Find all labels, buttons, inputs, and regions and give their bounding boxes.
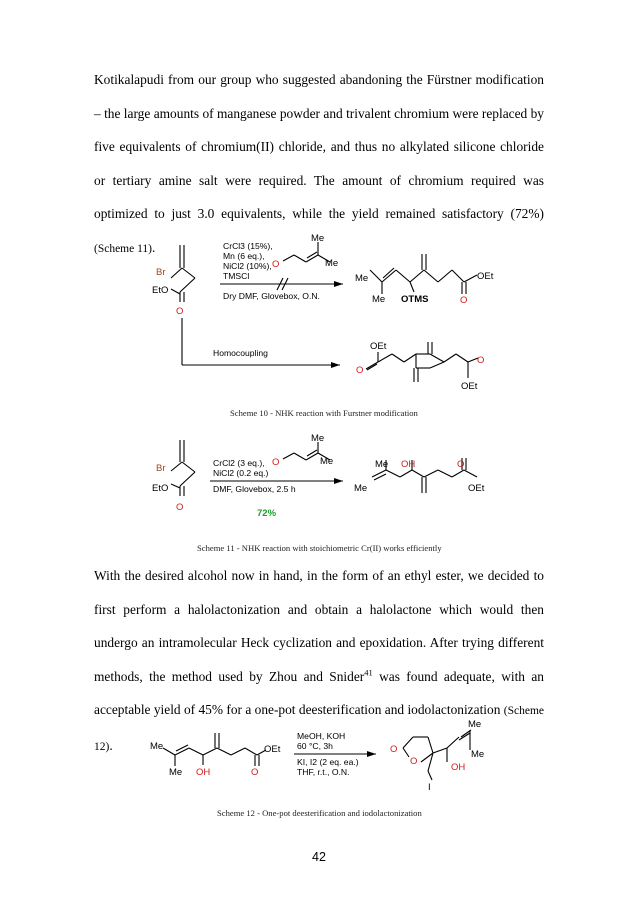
condition-line: 60 °C, 3h (297, 741, 333, 751)
sm-bromo-ester (171, 440, 195, 496)
solvent: Dry DMF, Glovebox, O.N. (223, 291, 320, 301)
atom-o: O (272, 457, 280, 468)
arrowhead (331, 362, 340, 368)
atom-oet: OEt (370, 341, 387, 352)
paragraph-1: Kotikalapudi from our group who suggested abandoning the Fürstner modification – the large amounts of manganese powder and trivalent chromium were replaced by five equivalents of chromium(II) chloride, and thus no alkylated silicone chloride or tertiary amine salt were required. The amount of chromium required was optimized to just 3.0 equivalents, while the yield remained satisfactory (72%) (Scheme 11). (94, 72, 544, 255)
atom-o: O (272, 259, 280, 270)
scheme-12-caption: Scheme 12 - One-pot deesterification and iodolactonization (217, 808, 422, 818)
atom-br: Br (156, 463, 166, 474)
atom-me: Me (372, 294, 386, 305)
atom-me: Me (354, 483, 368, 494)
atom-br: Br (156, 267, 166, 278)
sm-bromo-ester (171, 245, 195, 302)
atom-eto: EtO (152, 483, 169, 494)
product-otms-ester (370, 254, 477, 294)
atom-o: O (457, 459, 465, 470)
condition-line: THF, r.t., O.N. (297, 767, 350, 777)
reagent-aldehyde (283, 242, 330, 262)
arrowhead (334, 281, 343, 287)
yield: 72% (257, 508, 277, 519)
solvent: DMF, Glovebox, 2.5 h (213, 484, 296, 494)
atom-otms: OTMS (401, 294, 429, 305)
atom-me: Me (311, 433, 325, 444)
scheme-10 (0, 225, 638, 405)
atom-oet: OEt (468, 483, 485, 494)
atom-oet: OEt (461, 381, 478, 392)
atom-oet: OEt (264, 744, 281, 755)
atom-o: O (410, 756, 418, 767)
atom-oh: OH (196, 767, 211, 778)
page-number: 42 (312, 850, 326, 864)
scheme-11-caption: Scheme 11 - NHK reaction with stoichiometric Cr(II) works efficiently (197, 543, 442, 553)
atom-o: O (477, 355, 485, 366)
reagent-line: TMSCl (223, 271, 250, 281)
atom-me: Me (311, 233, 325, 244)
paragraph-2: With the desired alcohol now in hand, in the form of an ethyl ester, we decided to first perform a halolactonization and obtain a halolactone which would then undergo an intramolecular Heck cyclization and epoxidation. After trying different methods, the method used by Zhou and Snider$^{41}$ was found adequate, with an acceptable yield of 45% for a one-pot deesterification and iodolactonization (Scheme 12). (94, 568, 544, 753)
reagent-line: CrCl2 (3 eq.), (213, 458, 265, 468)
reagent-line: CrCl3 (15%), (223, 241, 273, 251)
atom-me: Me (150, 741, 164, 752)
atom-me: Me (325, 258, 339, 269)
atom-o: O (251, 767, 259, 778)
atom-eto: EtO (152, 285, 169, 296)
scheme-ref: (Scheme 11) (94, 242, 153, 255)
atom-me: Me (375, 459, 389, 470)
scheme-11 (0, 428, 638, 528)
atom-o: O (356, 365, 364, 376)
scheme-10-caption: Scheme 10 - NHK reaction with Furstner modification (230, 408, 418, 418)
atom-i: I (428, 782, 431, 793)
atom-me: Me (320, 456, 334, 467)
atom-o: O (176, 306, 184, 317)
atom-me: Me (471, 749, 485, 760)
reagent-line: NiCl2 (0.2 eq.) (213, 468, 269, 478)
branch-label: Homocoupling (213, 348, 268, 358)
atom-o: O (176, 502, 184, 513)
atom-oh: OH (401, 459, 416, 470)
atom-me: Me (169, 767, 183, 778)
sm-alcohol-ester (163, 733, 266, 766)
atom-oh: OH (451, 762, 466, 773)
atom-me: Me (355, 273, 369, 284)
reagent-line: Mn (6 eq.), (223, 251, 265, 261)
condition-line: KI, I2 (2 eq. ea.) (297, 757, 359, 767)
scheme-ref: (Scheme 12) (94, 705, 544, 753)
citation: 41 (364, 667, 373, 678)
arrowhead (367, 751, 376, 757)
condition-line: MeOH, KOH (297, 731, 346, 741)
arrowhead (334, 478, 343, 484)
atom-o: O (460, 295, 468, 306)
atom-o: O (390, 744, 398, 755)
scheme-12 (0, 715, 638, 805)
atom-me: Me (468, 719, 482, 730)
atom-oet: OEt (477, 271, 494, 282)
reagent-line: NiCl2 (10%), (223, 261, 272, 271)
